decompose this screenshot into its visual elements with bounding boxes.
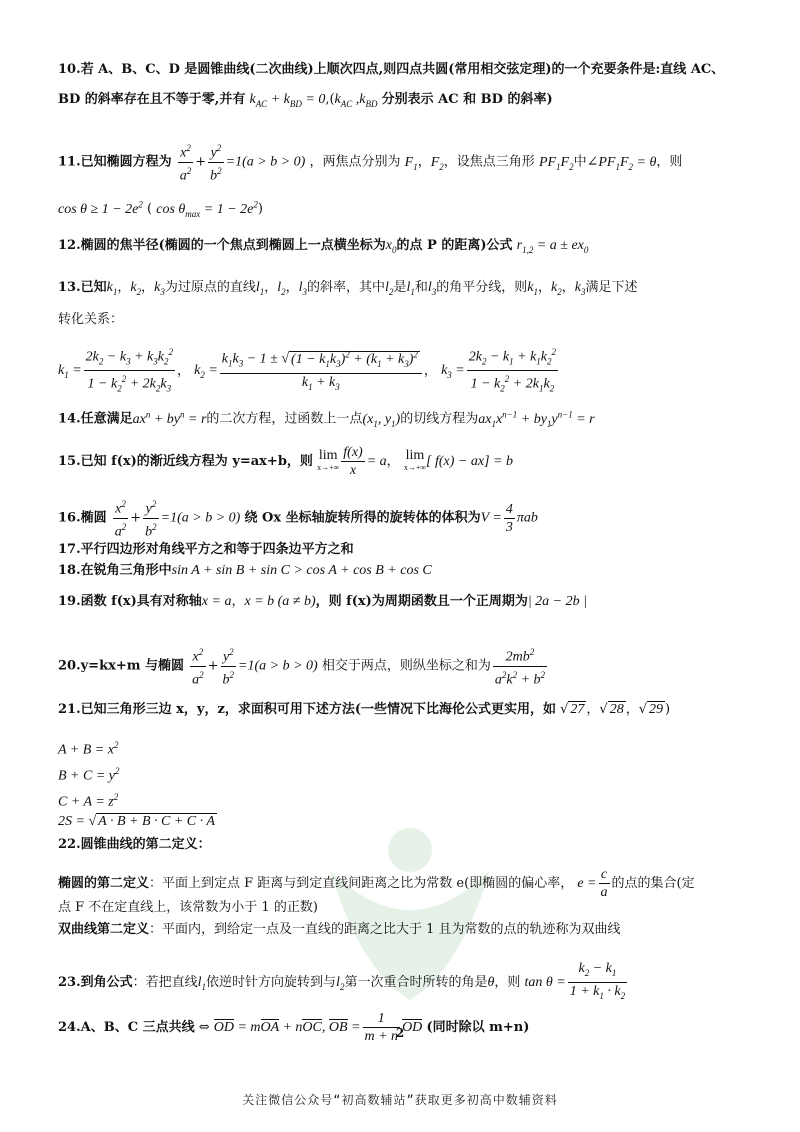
item-21-eq-2: $B + C = y^2$ (58, 766, 120, 784)
page-number: 2 (395, 1026, 405, 1040)
item-19: 19.函数 f(x)具有对称轴x = a，x = b (a ≠ b)，则 f(x)为周期函数且一个正周期为| 2a − 2b | (58, 594, 587, 609)
item-15: 15.已知 f(x)的渐近线方程为 y=ax+b，则 lim x→+∞ $\frac{f(x)}{x}$ = a， lim x→+∞ [ f(x) − ax] = b (58, 445, 513, 478)
footer-text: 关注微信公众号“初高数辅站”获取更多初高中数辅资料 (242, 1093, 558, 1107)
item-18: 18.在锐角三角形中sin A + sin B + sin C > cos A + cos B + cos C (58, 563, 432, 578)
item-22: 22.圆锥曲线的第二定义： (58, 837, 211, 852)
item-17: 17.平行四边形对角线平方之和等于四条边平方之和 (58, 542, 354, 557)
item-11-line-2: $\cos \theta \ge 1 - 2e^2$ ( $\cos \theta_{max} = 1 - 2e^2$) (58, 199, 263, 219)
item-13-line-2: 转化关系： (58, 312, 124, 327)
item-22-ellipse-line-1: 椭圆的第二定义：平面上到定点 F 距离与到定直线间距离之比为常数 e(即椭圆的偏心率， e = $\frac{c}{a}$ 的点的集合(定 (58, 867, 695, 900)
item-21: 21.已知三角形三边 x，y，z，求面积可用下述方法(一些情况下比海伦公式更实用，如 √ 27 ，√ 28 ，√ 29 ) (58, 702, 671, 717)
item-22-ellipse-line-2: 点 F 不在定直线上，该常数为小于 1 的正数) (58, 900, 318, 915)
item-22-hyperbola: 双曲线第二定义：平面内，到给定一点及一直线的距离之比大于 1 且为常数的点的轨迹称为双曲线 (58, 922, 621, 937)
item-20: 20.y=kx+m 与椭圆 $\frac{x^2}{a^2}$ + $\frac{y^2}{b^2}$ =1(a > b > 0) 相交于两点，则纵坐标之和为 $\frac{2mb^2}{a^2k^2 + b^2}$ (58, 644, 770, 688)
item-21-eq-4: 2S = √ A · B + B · C + C · A (58, 814, 215, 829)
item-11-line-1: 11.已知椭圆方程为 $\frac{x^2}{a^2}$ + $\frac{y^2}{b^2}$ =1(a > b > 0) ，两焦点分别为 $F_1$，$F_2$，设焦点三角形 $PF_1F_2$中$\angle PF_1F_2 = \theta$，则 (58, 140, 770, 184)
item-23: 23.到角公式：若把直线$l_1$依逆时针方向旋转到与$l_2$第一次重合时所转的角是θ，则 tan θ = $\frac{k_2 - k_1}{1 + k_1 \cdot k_2}$ (58, 961, 626, 1001)
item-21-eq-3: $C + A = z^2$ (58, 792, 119, 810)
item-13-formulas: $k_1$ = $\frac{2k_2 - k_3 + k_3k_2^2}{1 - k_2^2 + 2k_2k_3}$ ， $k_2$ = $\frac{k_1k_3 - 1 \pm √ (1 - k_1k_3)^2 + (k_1 + k_3)^2}{k_1 + k_3}$ ， $k_3$ = $\frac{2k_2 - k_1 + k_1k_2^2}{1 - k_2^2 + 2k_1k_2}$ (58, 344, 770, 398)
item-16: 16.椭圆 $\frac{x^2}{a^2}$ + $\frac{y^2}{b^2}$ =1(a > b > 0) 绕 Ox 坐标轴旋转所得的旋转体的体积为V = $\frac{4}{3}$ πab (58, 496, 770, 540)
item-14: 14.任意满足$ax^n + by^n = r$的二次方程，过函数上一点($x_1$, $y_1$)的切线方程为$ax_1x^{n-1} + by_1y^{n-1} = r$ (58, 409, 595, 429)
item-10-line-2: BD 的斜率存在且不等于零,并有 $k_{AC} + k_{BD} = 0,(k_{AC}$ $,k_{BD}$ 分别表示 AC 和 BD 的斜率) (58, 92, 553, 109)
item-12: 12.椭圆的焦半径(椭圆的一个焦点到椭圆上一点横坐标为$x_0$的点 P 的距离)公式 $r_{1,2} = a \pm ex_0$ (58, 238, 589, 255)
item-21-eq-1: $A + B = x^2$ (58, 740, 119, 758)
item-24: 24.A、B、C 三点共线 ⇔ OD = mOA + nOC, OB = $\frac{1}{m + n}$ OD (同时除以 m+n) (58, 1011, 530, 1044)
item-13-line-1: 13.已知$k_1$，$k_2$，$k_3$为过原点的直线$l_1$，$l_2$，$l_3$的斜率，其中$l_2$是$l_1$和$l_3$的角平分线，则$k_1$，$k_2$，$k_3$满足下述 (58, 280, 638, 297)
item-10-line-1: 10.若 A、B、C、D 是圆锥曲线(二次曲线)上顺次四点,则四点共圆(常用相交弦定理)的一个充要条件是:直线 AC、 (58, 62, 725, 77)
